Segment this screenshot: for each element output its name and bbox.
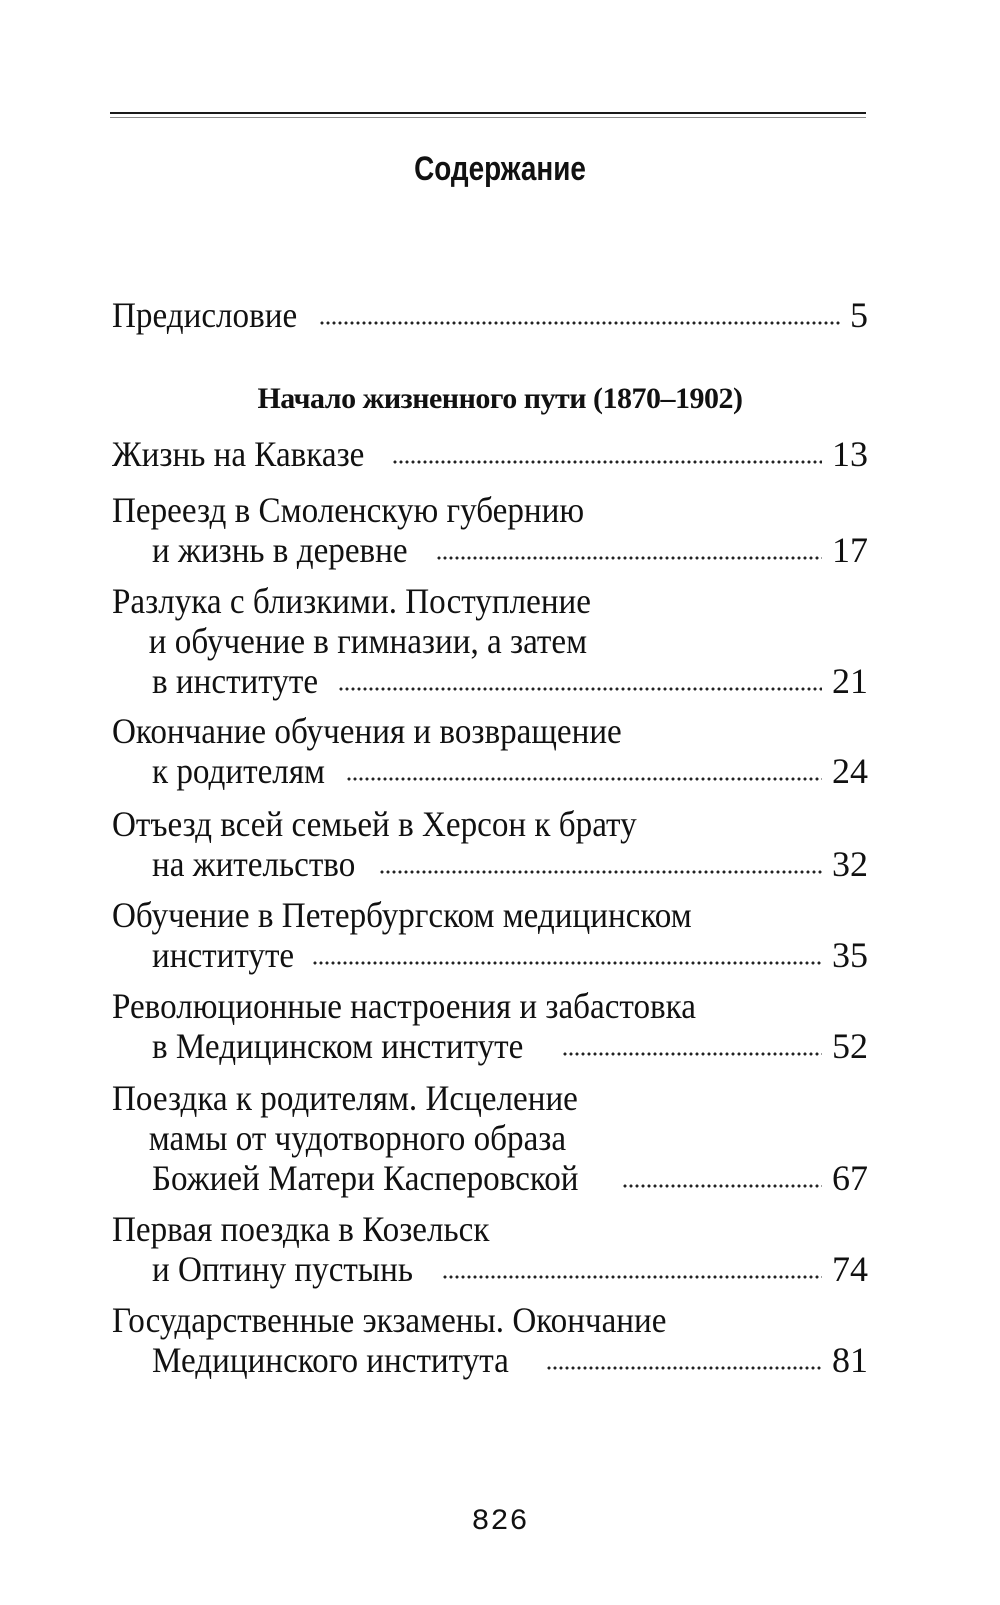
toc-entry-line: Государственные экзамены. Окончание: [112, 1300, 667, 1340]
toc-entry-line: Переезд в Смоленскую губернию: [112, 490, 585, 530]
toc-entry-line: Революционные настроения и забастовка: [112, 986, 696, 1026]
dot-leader: [346, 775, 822, 783]
toc-entry[interactable]: [112, 986, 868, 1066]
toc-entry[interactable]: [112, 1300, 868, 1380]
toc-page-number: 13: [832, 434, 868, 474]
toc-page-number: 17: [832, 530, 868, 570]
toc-entry-preface[interactable]: [112, 295, 868, 335]
toc-page-number: 21: [832, 661, 868, 701]
section-heading: Начало жизненного пути (1870–1902): [257, 382, 743, 415]
top-rule: [110, 112, 866, 118]
toc-entry[interactable]: [112, 1078, 868, 1198]
toc-entry-line: Поездка к родителям. Исцеление: [112, 1078, 578, 1118]
dot-leader: [338, 685, 822, 693]
toc-entry[interactable]: [112, 895, 868, 975]
dot-leader: [546, 1364, 822, 1372]
toc-page-number: 5: [850, 295, 868, 335]
page-number: 826: [471, 1505, 529, 1539]
toc-entry-line: Разлука с близкими. Поступление: [112, 581, 591, 621]
toc-page-number: 24: [832, 751, 868, 791]
toc-page-number: 35: [832, 935, 868, 975]
toc-entry-line: в Медицинском институте: [152, 1026, 524, 1066]
toc-page-number: 81: [832, 1340, 868, 1380]
toc-entry-line: и Оптину пустынь: [152, 1249, 413, 1289]
page-title: Содержание: [414, 150, 586, 188]
toc-page-number: 74: [832, 1249, 868, 1289]
toc-entry[interactable]: [112, 1209, 868, 1289]
dot-leader: [622, 1182, 822, 1190]
dot-leader: [312, 959, 822, 967]
toc-entry-line: институте: [152, 935, 295, 975]
toc-entry-line: Медицинского института: [152, 1340, 509, 1380]
toc-entry-title: Предисловие: [112, 295, 298, 335]
toc-entry-line: Первая поездка в Козельск: [112, 1209, 490, 1249]
toc-entry-line: Божией Матери Касперовской: [152, 1158, 579, 1198]
toc-page-number: 67: [832, 1158, 868, 1198]
toc-entry-line: на жительство: [152, 844, 356, 884]
dot-leader: [379, 868, 822, 876]
toc-entry[interactable]: [112, 434, 868, 474]
dot-leader: [392, 458, 822, 466]
toc-entry[interactable]: [112, 490, 868, 570]
toc-page-number: 32: [832, 844, 868, 884]
toc-entry[interactable]: [112, 581, 868, 701]
toc-entry-line: Отъезд всей семьей в Херсон к брату: [112, 804, 637, 844]
toc-entry-line: к родителям: [152, 751, 326, 791]
toc-entry-line: и жизнь в деревне: [152, 530, 408, 570]
toc-entry-line: Жизнь на Кавказе: [112, 434, 365, 474]
toc-entry[interactable]: [112, 711, 868, 791]
toc-entry-line: в институте: [152, 661, 319, 701]
toc-entry-line: и обучение в гимназии, а затем: [148, 621, 588, 661]
dot-leader: [436, 554, 822, 562]
dot-leader: [319, 319, 840, 327]
dot-leader: [562, 1050, 822, 1058]
toc-entry-line: Обучение в Петербургском медицинском: [112, 895, 692, 935]
toc-entry[interactable]: [112, 804, 868, 884]
toc-entry-line: мамы от чудотворного образа: [148, 1118, 567, 1158]
toc-page-number: 52: [832, 1026, 868, 1066]
toc-entry-line: Окончание обучения и возвращение: [112, 711, 622, 751]
dot-leader: [442, 1273, 822, 1281]
